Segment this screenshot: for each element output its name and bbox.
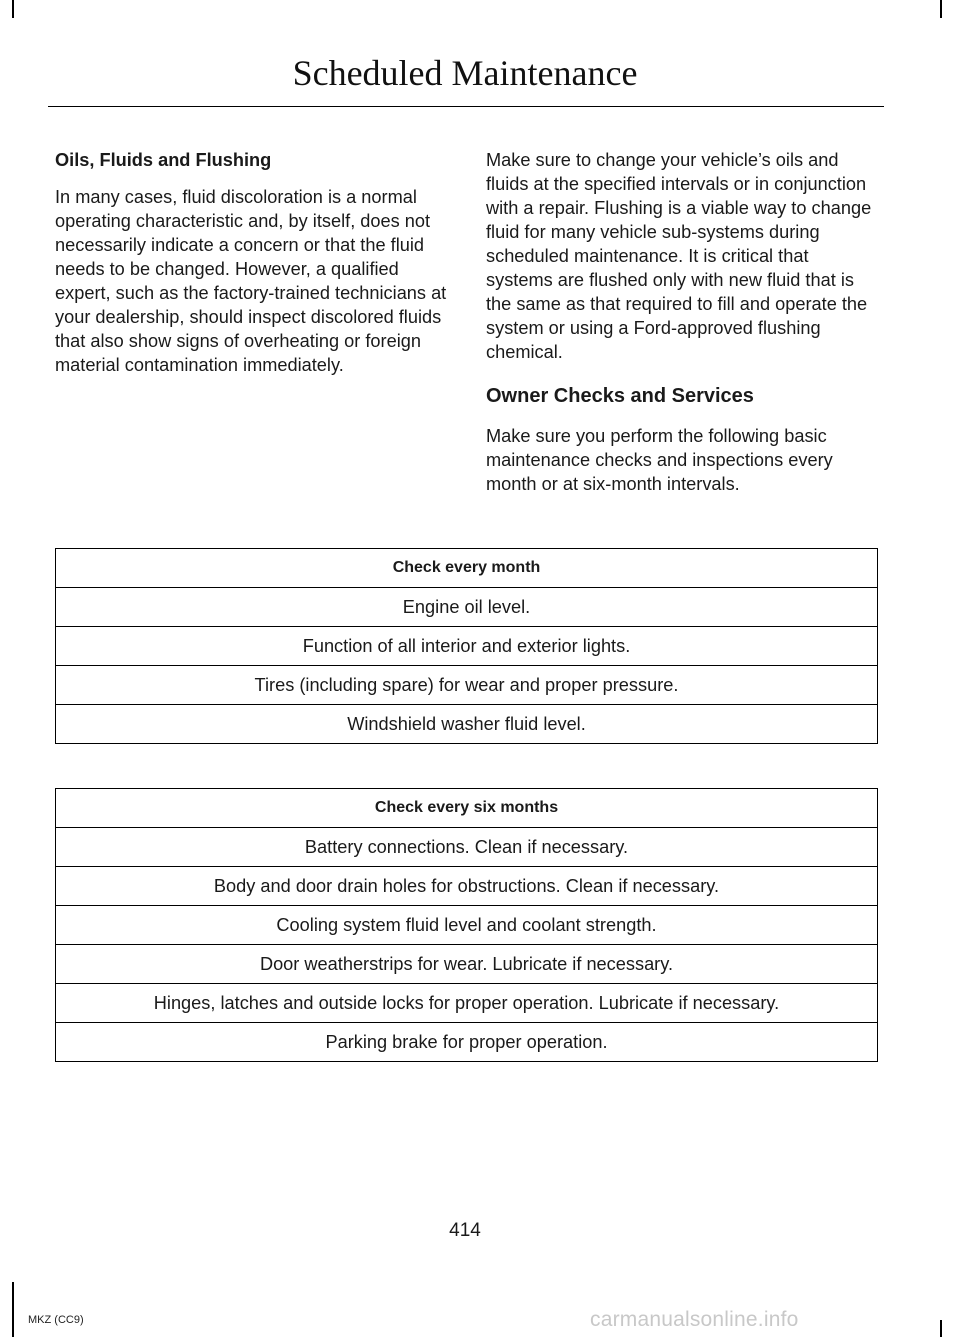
table-row	[56, 666, 878, 705]
table-row	[56, 705, 878, 744]
crop-mark-bottom-left	[12, 1282, 14, 1337]
crop-mark-top-right	[940, 0, 942, 18]
page-number: 414	[449, 1220, 481, 1241]
page-title: Scheduled Maintenance	[292, 53, 638, 93]
table-row	[56, 627, 878, 666]
paragraph-change-oils: Make sure to change your vehicle’s oils and fluids at the specified intervals or in conjunction with a repair. Flushing is a viable way to change fluid for many vehicle sub-systems during scheduled maintenance. It is critical that systems are flushed only with new fluid that is the same as that required to fill and operate the system or using a Ford-approved flushing chemical.	[486, 150, 872, 362]
table-cell: Hinges, latches and outside locks for proper operation. Lubricate if necessary.	[56, 984, 878, 1023]
title-divider	[48, 106, 884, 107]
heading-owner-checks: Owner Checks and Services	[486, 385, 754, 407]
paragraph-owner-checks: Make sure you perform the following basic maintenance checks and inspections every month or at six-month intervals.	[486, 426, 833, 494]
six-month-checks-table	[55, 788, 878, 1062]
table-row	[56, 867, 878, 906]
table-cell: Parking brake for proper operation.	[56, 1023, 878, 1062]
table-cell: Battery connections. Clean if necessary.	[56, 828, 878, 867]
table-row	[56, 984, 878, 1023]
model-code: MKZ (CC9)	[28, 1314, 84, 1326]
table-cell: Cooling system fluid level and coolant strength.	[56, 906, 878, 945]
subheading-oils-fluids: Oils, Fluids and Flushing	[55, 150, 272, 170]
table-row	[56, 945, 878, 984]
table-cell: Windshield washer fluid level.	[56, 705, 878, 744]
table-cell: Function of all interior and exterior lights.	[56, 627, 878, 666]
crop-mark-top-left	[12, 0, 14, 18]
table-cell: Tires (including spare) for wear and proper pressure.	[56, 666, 878, 705]
right-column	[486, 148, 880, 509]
table-row	[56, 588, 878, 627]
paragraph-fluid-discoloration: In many cases, fluid discoloration is a normal operating characteristic and, by itself, does not necessarily indicate a concern or that the fluid needs to be changed. However, a qualified expert, such as the factory-trained technicians at your dealership, should inspect discolored fluids that also show signs of overheating or foreign material contamination immediately.	[55, 187, 447, 375]
table-header: Check every six months	[56, 789, 878, 828]
table-cell: Engine oil level.	[56, 588, 878, 627]
table-row	[56, 828, 878, 867]
crop-mark-bottom-right	[940, 1320, 942, 1337]
table-cell: Door weatherstrips for wear. Lubricate if necessary.	[56, 945, 878, 984]
monthly-checks-table	[55, 548, 878, 744]
left-column	[55, 148, 449, 390]
table-header: Check every month	[56, 549, 878, 588]
table-row	[56, 1023, 878, 1062]
table-row	[56, 906, 878, 945]
watermark: carmanualsonline.info	[590, 1308, 799, 1331]
table-cell: Body and door drain holes for obstructions. Clean if necessary.	[56, 867, 878, 906]
